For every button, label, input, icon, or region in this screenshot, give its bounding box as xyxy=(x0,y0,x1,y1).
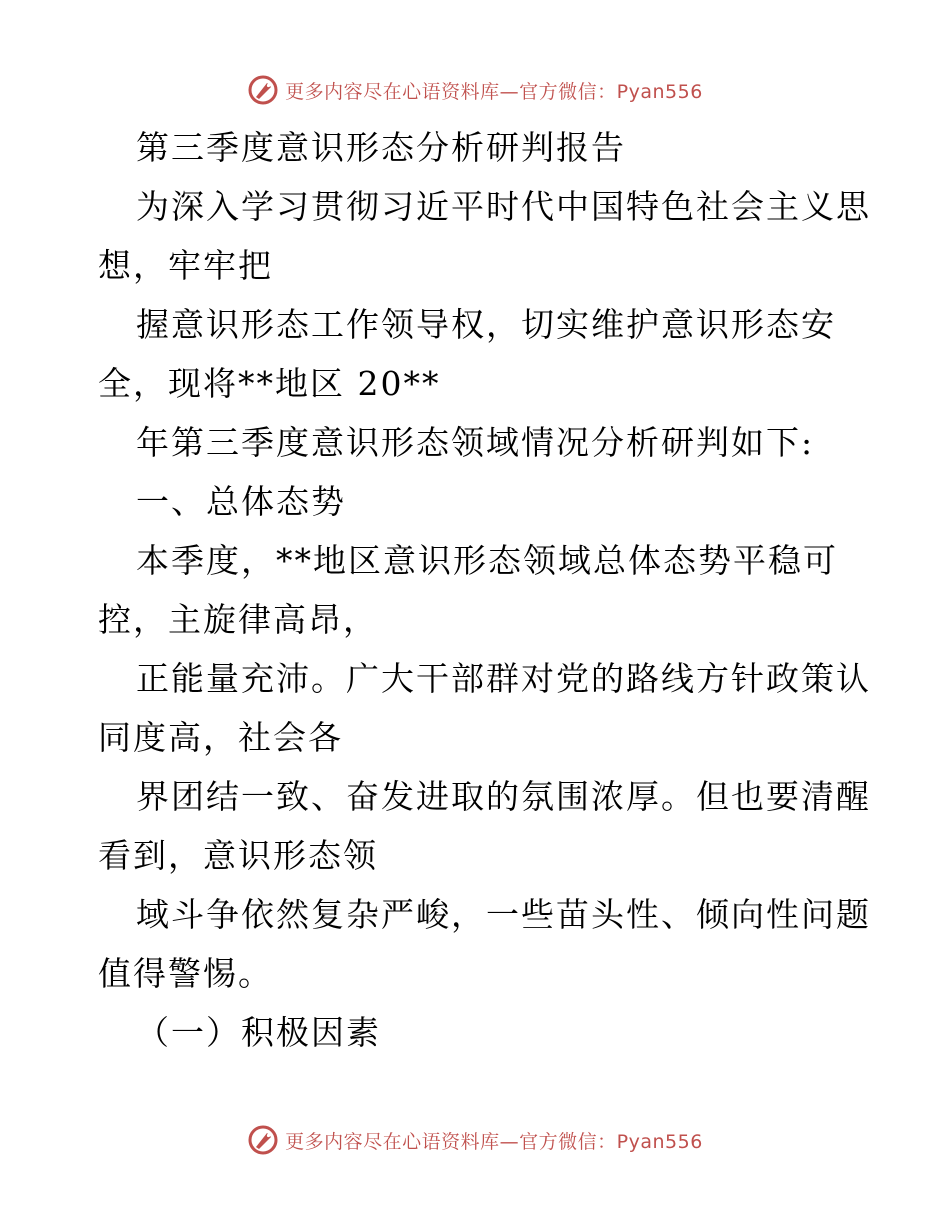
section-heading: 一、总体态势 xyxy=(136,482,346,521)
paragraph-line: 控，主旋律高昂， xyxy=(98,600,378,639)
paragraph-line: 为深入学习贯彻习近平时代中国特色社会主义思 xyxy=(136,187,871,226)
watermark-banner-bottom xyxy=(0,1120,950,1160)
pen-nib-logo-icon xyxy=(247,1124,279,1156)
paragraph-line: 同度高，社会各 xyxy=(98,718,343,757)
paragraph-line: 全，现将**地区 20** xyxy=(98,364,441,403)
paragraph-line: 年第三季度意识形态领域情况分析研判如下: xyxy=(136,423,815,462)
watermark-banner-top xyxy=(0,70,950,110)
watermark-text: 更多内容尽在心语资料库—官方微信：Pyan556 xyxy=(285,1130,703,1153)
pen-nib-logo-icon xyxy=(247,74,279,106)
paragraph-line: 界团结一致、奋发进取的氛围浓厚。但也要清醒 xyxy=(136,777,871,816)
paragraph-line: 本季度，**地区意识形态领域总体态势平稳可 xyxy=(136,541,838,580)
paragraph-line: 看到，意识形态领 xyxy=(98,836,378,875)
watermark-text: 更多内容尽在心语资料库—官方微信：Pyan556 xyxy=(285,80,703,103)
document-title: 第三季度意识形态分析研判报告 xyxy=(136,128,626,167)
paragraph-line: 值得警惕。 xyxy=(98,954,273,993)
document-body xyxy=(98,118,871,1062)
paragraph-line: 握意识形态工作领导权，切实维护意识形态安 xyxy=(136,305,836,344)
paragraph-line: 想，牢牢把 xyxy=(98,246,273,285)
paragraph-line: 域斗争依然复杂严峻，一些苗头性、倾向性问题 xyxy=(136,895,871,934)
subsection-heading: （一）积极因素 xyxy=(136,1013,381,1052)
paragraph-line: 正能量充沛。广大干部群对党的路线方针政策认 xyxy=(136,659,871,698)
